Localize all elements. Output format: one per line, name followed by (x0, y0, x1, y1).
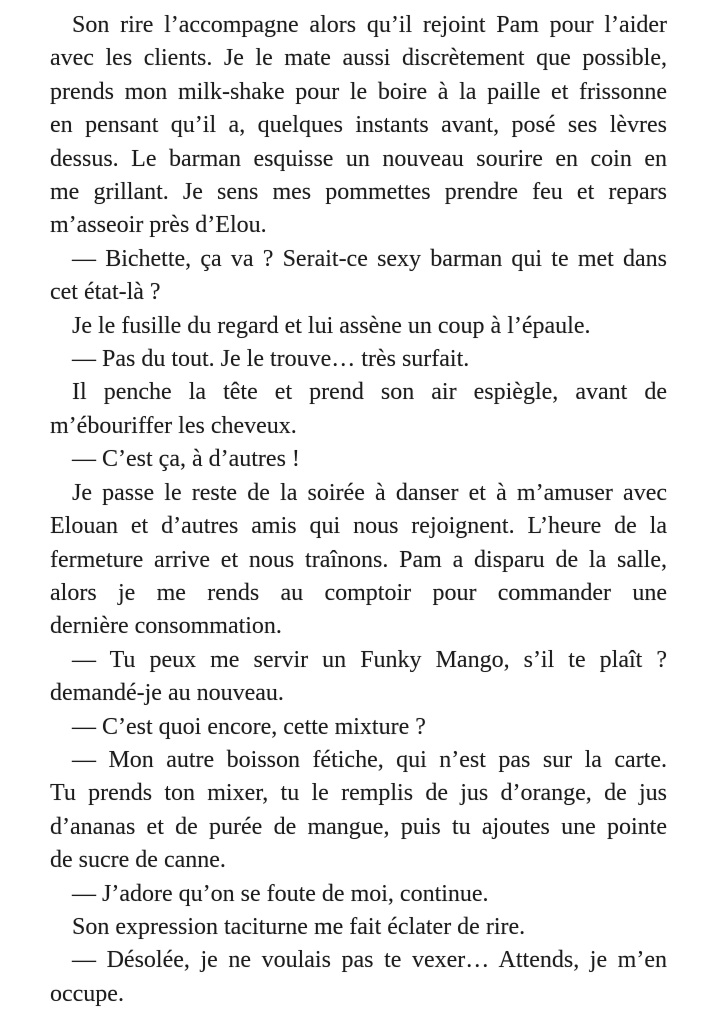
text-line: demandé-je au nouveau. (50, 680, 284, 707)
paragraph (50, 477, 667, 644)
paragraph (50, 644, 667, 711)
text-line: — Désolée, je ne voulais pas te vexer… Attends, je m’en (72, 947, 667, 974)
paragraph (50, 744, 667, 878)
text-line: dernière consommation. (50, 613, 282, 640)
text-line: — C’est quoi encore, cette mixture ? (72, 713, 426, 740)
text-line: — J’adore qu’on se foute de moi, continue. (72, 880, 489, 907)
text-line: prends mon milk-shake pour le boire à la paille et frissonne (50, 78, 667, 105)
text-line: fermeture arrive et nous traînons. Pam a disparu de la salle, (50, 546, 667, 573)
paragraph (50, 343, 667, 376)
text-line: de sucre de canne. (50, 847, 226, 874)
text-line: me grillant. Je sens mes pommettes prendre feu et repars (50, 179, 667, 206)
paragraph (50, 310, 667, 343)
page-text (50, 9, 667, 1011)
text-line: Je passe le reste de la soirée à danser et à m’amuser avec (72, 479, 667, 506)
paragraph (50, 9, 667, 243)
text-line: avec les clients. Je le mate aussi discrètement que possible, (50, 45, 667, 72)
text-line: cet état-là ? (50, 279, 161, 306)
paragraph (50, 376, 667, 443)
paragraph (50, 711, 667, 744)
paragraph (50, 944, 667, 1011)
text-line: Il penche la tête et prend son air espiègle, avant de (72, 379, 667, 406)
paragraph (50, 878, 667, 911)
text-line: Tu prends ton mixer, tu le remplis de jus d’orange, de jus (50, 780, 667, 807)
text-line: — C’est ça, à d’autres ! (72, 446, 300, 473)
text-line: m’ébouriffer les cheveux. (50, 412, 297, 439)
text-line: m’asseoir près d’Elou. (50, 212, 267, 239)
text-line: — Tu peux me servir un Funky Mango, s’il te plaît ? (72, 646, 667, 673)
text-line: d’ananas et de purée de mangue, puis tu ajoutes une pointe (50, 813, 667, 840)
text-line: Je le fusille du regard et lui assène un coup à l’épaule. (72, 312, 591, 339)
text-line: Son rire l’accompagne alors qu’il rejoint Pam pour l’aider (72, 12, 667, 38)
text-line: — Bichette, ça va ? Serait-ce sexy barman qui te met dans (72, 245, 667, 272)
text-line: — Pas du tout. Je le trouve… très surfait. (72, 346, 470, 373)
text-line: alors je me rends au comptoir pour commander une (50, 579, 667, 606)
paragraph (50, 911, 667, 944)
text-line: — Mon autre boisson fétiche, qui n’est pas sur la carte. (72, 746, 667, 773)
paragraph (50, 243, 667, 310)
text-line: Son expression taciturne me fait éclater de rire. (72, 913, 526, 940)
text-line: occupe. (50, 980, 124, 1007)
paragraph (50, 443, 667, 476)
text-line: en pensant qu’il a, quelques instants avant, posé ses lèvres (50, 112, 667, 139)
text-line: dessus. Le barman esquisse un nouveau sourire en coin en (50, 145, 667, 172)
text-line: Elouan et d’autres amis qui nous rejoignent. L’heure de la (50, 513, 667, 540)
